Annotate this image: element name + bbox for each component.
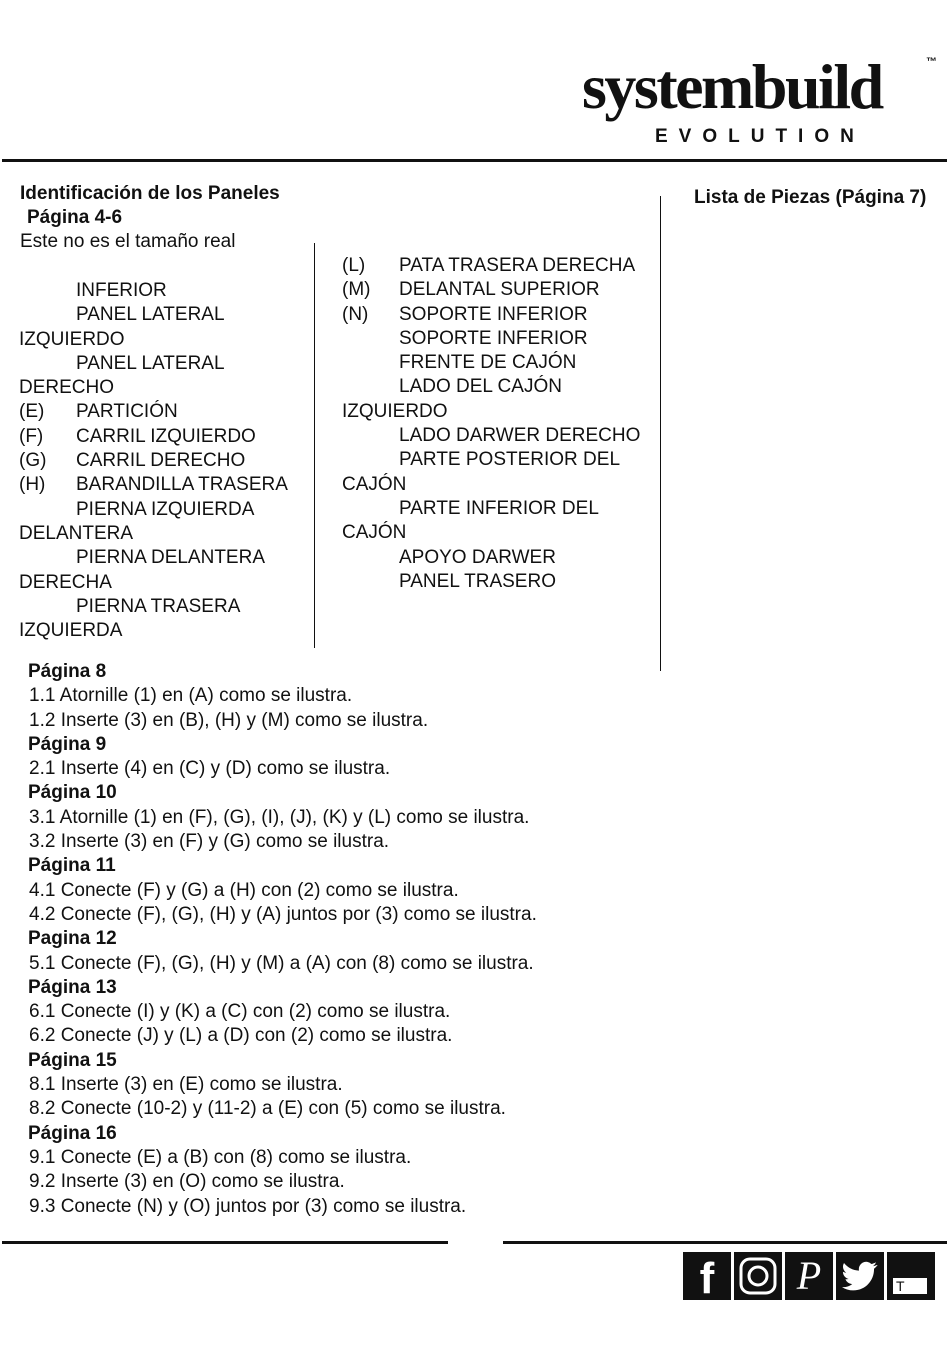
panel-label: APOYO DARWER (399, 546, 556, 568)
step-instruction: 4.1 Conecte (F) y (G) a (H) con (2) como se ilustra. (29, 879, 459, 901)
step-page-heading: Página 10 (28, 782, 117, 804)
tumblr-icon[interactable]: T (887, 1252, 935, 1300)
step-instruction: 9.1 Conecte (E) a (B) con (8) como se ilustra. (29, 1146, 412, 1168)
panel-list-item (19, 449, 309, 473)
step-instruction: 3.2 Inserte (3) en (F) y (G) como se ilustra. (29, 831, 390, 853)
header-rule (2, 159, 947, 162)
brand-logo: systembuild (582, 51, 882, 122)
panel-label: PANEL LATERAL (76, 304, 225, 326)
panel-label: PANEL TRASERO (399, 570, 556, 592)
panel-list-item (342, 303, 657, 327)
step-page-heading: Página 9 (28, 733, 107, 755)
step-instruction: 1.1 Atornille (1) en (A) como se ilustra. (29, 685, 353, 707)
panel-label-continuation: DERECHO (19, 377, 115, 399)
panel-list-item (342, 351, 657, 375)
step-instruction: 9.2 Inserte (3) en (O) como se ilustra. (29, 1171, 345, 1193)
footer-rule-right (503, 1241, 947, 1244)
panel-list-item (342, 375, 657, 424)
panel-label-continuation: CAJÓN (342, 473, 407, 495)
panel-list-column-1 (19, 279, 309, 643)
panel-label: FRENTE DE CAJÓN (399, 352, 577, 374)
panel-label-continuation: IZQUIERDO (19, 328, 125, 350)
panel-code: (F) (19, 425, 44, 447)
step-instruction: 5.1 Conecte (F), (G), (H) y (M) a (A) con (8) como se ilustra. (29, 952, 534, 974)
panel-code: (G) (19, 450, 47, 472)
panel-list-item (19, 473, 309, 497)
social-icons (683, 1252, 935, 1303)
step-page-heading: Página 13 (28, 976, 117, 998)
panel-label: LADO DARWER DERECHO (399, 425, 641, 447)
panel-label: PIERNA TRASERA (76, 595, 241, 617)
step-instruction: 8.1 Inserte (3) en (E) como se ilustra. (29, 1074, 343, 1096)
step-page-heading: Página 16 (28, 1122, 117, 1144)
step-instruction: 2.1 Inserte (4) en (C) y (D) como se ilustra. (29, 758, 391, 780)
panel-code: (L) (342, 255, 366, 276)
panel-label: PARTE INFERIOR DEL (399, 497, 599, 519)
panel-label-continuation: DELANTERA (19, 522, 134, 544)
pinterest-icon[interactable]: P (785, 1252, 833, 1300)
panel-code: (E) (19, 401, 45, 423)
twitter-icon[interactable] (836, 1252, 884, 1300)
panel-label: LADO DEL CAJÓN (399, 376, 562, 398)
panel-label: CARRIL IZQUIERDO (76, 425, 256, 447)
panel-code: (H) (19, 474, 46, 496)
panel-code: (M) (342, 279, 371, 301)
panel-list-item (342, 278, 657, 302)
step-instruction: 4.2 Conecte (F), (G), (H) y (A) juntos por (3) como se ilustra. (29, 903, 537, 925)
panel-list-item (342, 448, 657, 497)
facebook-icon[interactable]: f (683, 1252, 731, 1300)
identification-note: Este no es el tamaño real (20, 231, 236, 252)
panel-list-item (342, 424, 657, 448)
panel-label: CARRIL DERECHO (76, 450, 246, 472)
panel-list-item (19, 279, 309, 303)
panel-list-item (19, 498, 309, 547)
panel-list-item (19, 303, 309, 352)
panel-list-item (19, 425, 309, 449)
panel-label: PIERNA IZQUIERDA (76, 498, 255, 520)
panel-list-item (342, 570, 657, 594)
panel-label: BARANDILLA TRASERA (76, 474, 288, 496)
assembly-steps (28, 660, 648, 1219)
step-instruction: 9.3 Conecte (N) y (O) juntos por (3) como se ilustra. (29, 1195, 467, 1217)
panel-label: SOPORTE INFERIOR (399, 327, 588, 349)
parts-list-title: Lista de Piezas (Página 7) (694, 187, 927, 208)
panel-list-item (342, 254, 657, 278)
panel-label: PARTE POSTERIOR DEL (399, 449, 621, 471)
panel-label: SOPORTE INFERIOR (399, 303, 588, 325)
panel-label-continuation: DERECHA (19, 571, 112, 593)
step-page-heading: Página 11 (28, 855, 116, 877)
panel-list-item (19, 546, 309, 595)
column-divider-1 (314, 243, 315, 648)
panel-list-item (19, 400, 309, 424)
step-instruction: 6.1 Conecte (I) y (K) a (C) con (2) como se ilustra. (29, 1001, 451, 1023)
step-page-heading: Página 15 (28, 1049, 117, 1071)
step-page-heading: Pagina 12 (28, 928, 117, 950)
step-instruction: 6.2 Conecte (J) y (L) a (D) con (2) como se ilustra. (29, 1025, 453, 1047)
step-instruction: 1.2 Inserte (3) en (B), (H) y (M) como se ilustra. (29, 709, 429, 731)
panel-list-item (19, 352, 309, 401)
panel-label: DELANTAL SUPERIOR (399, 279, 600, 301)
panel-label: PANEL LATERAL (76, 352, 225, 374)
column-divider-2 (660, 196, 661, 671)
panel-label: INFERIOR (76, 280, 167, 301)
panel-code: (N) (342, 303, 369, 325)
instagram-icon[interactable] (734, 1252, 782, 1300)
panel-list-column-2 (342, 254, 657, 594)
step-page-heading: Página 8 (28, 661, 107, 682)
step-instruction: 8.2 Conecte (10-2) y (11-2) a (E) con (5) como se ilustra. (29, 1098, 506, 1120)
identification-page-ref: Página 4-6 (27, 207, 123, 228)
brand-trademark: ™ (926, 56, 937, 68)
panel-label: PIERNA DELANTERA (76, 547, 265, 569)
identification-title: Identificación de los Paneles (20, 183, 280, 204)
panel-label: PATA TRASERA DERECHA (399, 255, 636, 276)
panel-list-item (342, 327, 657, 351)
brand-subtitle: EVOLUTION (655, 126, 865, 147)
panel-label: PARTICIÓN (76, 401, 178, 423)
footer-rule-left (2, 1241, 448, 1244)
panel-label-continuation: CAJÓN (342, 522, 407, 544)
panel-list-item (342, 497, 657, 546)
panel-label-continuation: IZQUIERDA (19, 620, 123, 642)
panel-list-item (19, 595, 309, 644)
step-instruction: 3.1 Atornille (1) en (F), (G), (I), (J), (K) y (L) como se ilustra. (29, 806, 530, 828)
panel-label-continuation: IZQUIERDO (342, 400, 448, 422)
panel-list-item (342, 546, 657, 570)
